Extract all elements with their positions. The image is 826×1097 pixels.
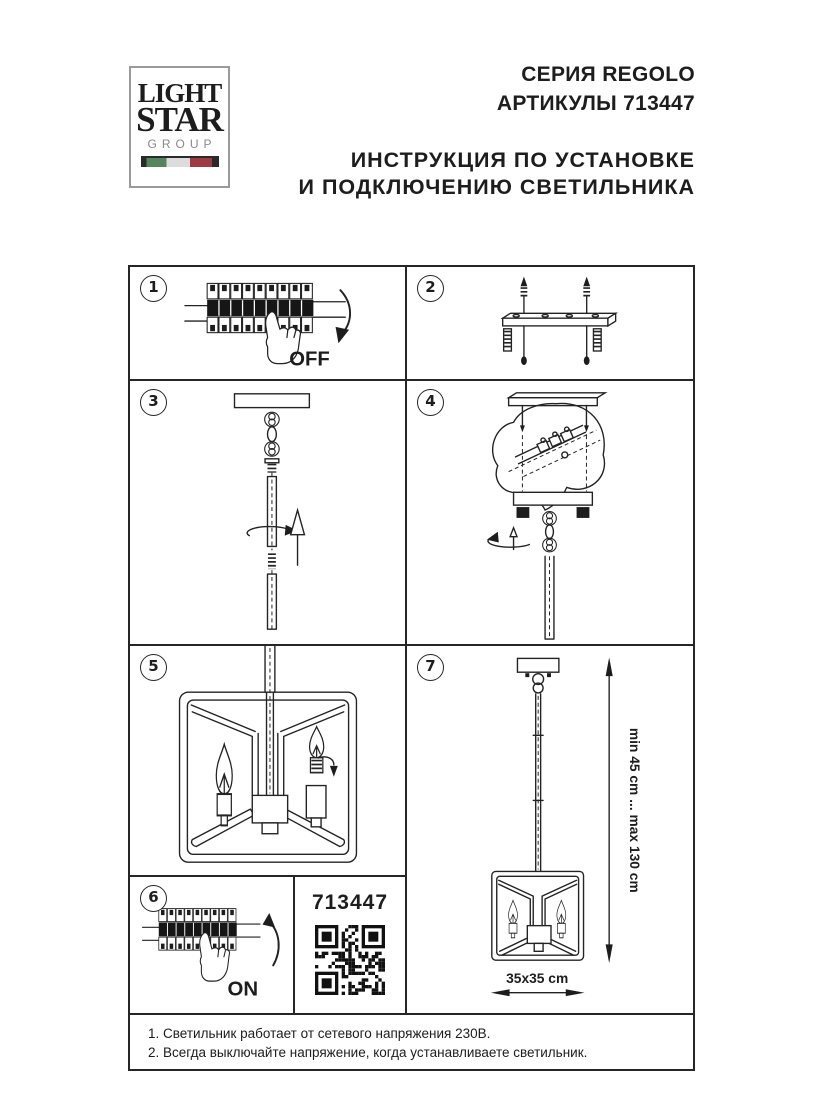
- pendant-dimensions-diagram: [407, 646, 693, 1013]
- rod-icon: [265, 646, 275, 794]
- screw-icon: [521, 326, 590, 365]
- plate-icon: [503, 313, 616, 326]
- height-dimension-arrow: [606, 657, 613, 963]
- article-code: 713447: [311, 891, 389, 914]
- candle-bulb-icon: [216, 744, 232, 825]
- step-number-6: 6: [140, 885, 167, 912]
- candle-bulb-icon: [310, 727, 324, 773]
- screw-icon: [521, 277, 591, 319]
- panel-2-mounting-plate: [405, 265, 695, 381]
- candle-bulb-icon: [557, 900, 566, 937]
- ceiling-plate-icon: [235, 394, 310, 408]
- rotate-arrow-icon: [487, 528, 529, 550]
- step-number-1: 1: [140, 275, 167, 302]
- chain-link-icon: [543, 538, 557, 552]
- panel-6-power-on: [128, 875, 295, 1015]
- qr-code: [315, 925, 385, 995]
- rod-icon: [268, 473, 277, 551]
- canopy-icon: [514, 492, 593, 505]
- footer-notes: [128, 1013, 695, 1071]
- canopy-icon: [517, 658, 558, 672]
- mounting-plate-diagram: [407, 267, 693, 379]
- chain-link-icon: [543, 512, 557, 526]
- wiring-canopy-diagram: [407, 381, 693, 644]
- step-number-7: 7: [417, 654, 444, 681]
- rotate-up-arrow-icon: [263, 913, 279, 965]
- rod-icon: [268, 570, 277, 629]
- step-number-2: 2: [417, 275, 444, 302]
- rod-icon: [533, 694, 543, 872]
- frame-bulbs-diagram: [130, 646, 405, 875]
- panel-5-install-bulbs: [128, 644, 407, 877]
- base-size-label: 35x35 cm: [506, 970, 569, 986]
- qr-article-cell: [293, 875, 407, 1015]
- up-arrow-icon: [291, 510, 305, 565]
- lightstar-logo: [129, 66, 230, 188]
- on-label: ON: [227, 978, 259, 1001]
- chain-link-icon: [265, 442, 280, 457]
- off-label: OFF: [289, 348, 330, 371]
- panel-4-wiring-canopy: [405, 379, 695, 646]
- note-2: 2. Всегда выключайте напряжение, когда устанавливаете светильник.: [148, 1045, 588, 1060]
- logo-star-text: STAR: [136, 100, 223, 139]
- width-dimension-arrow: [491, 989, 585, 996]
- rod-assembly-diagram: [130, 381, 405, 644]
- nut-icon: [577, 507, 590, 518]
- panel-1-power-off: [128, 265, 407, 381]
- instruction-title-line1: ИНСТРУКЦИЯ ПО УСТАНОВКЕ: [350, 148, 695, 172]
- height-range-label: min 45 cm ... max 130 cm: [626, 727, 642, 893]
- instruction-title-line2: И ПОДКЛЮЧЕНИЮ СВЕТИЛЬНИКА: [298, 175, 695, 199]
- breaker-off-diagram: [130, 267, 405, 379]
- rod-icon: [545, 556, 554, 639]
- rotate-down-arrow-icon: [340, 290, 350, 333]
- step-number-5: 5: [140, 654, 167, 681]
- candle-bulb-icon: [509, 900, 518, 937]
- hub-icon: [252, 795, 287, 833]
- logo-light-text: LIGHT: [137, 78, 222, 108]
- panel-3-rod-assembly: [128, 379, 407, 646]
- chain-link-icon: [533, 674, 544, 693]
- panel-7-dimensions: [405, 644, 695, 1015]
- italian-flag-bar: [141, 156, 219, 167]
- hub-icon: [527, 926, 551, 952]
- step-number-3: 3: [140, 389, 167, 416]
- socket-icon: [306, 786, 326, 827]
- series-title: СЕРИЯ REGOLO: [521, 63, 695, 86]
- step-number-4: 4: [417, 389, 444, 416]
- article-number: АРТИКУЛЫ 713447: [496, 92, 695, 115]
- circuit-breaker-icon: [185, 283, 345, 332]
- note-1: 1. Светильник работает от сетевого напряжения 230В.: [148, 1026, 491, 1041]
- chain-link-icon: [265, 412, 280, 427]
- nut-icon: [517, 507, 530, 518]
- instruction-title: [299, 147, 695, 201]
- logo-group-text: GROUP: [147, 137, 217, 151]
